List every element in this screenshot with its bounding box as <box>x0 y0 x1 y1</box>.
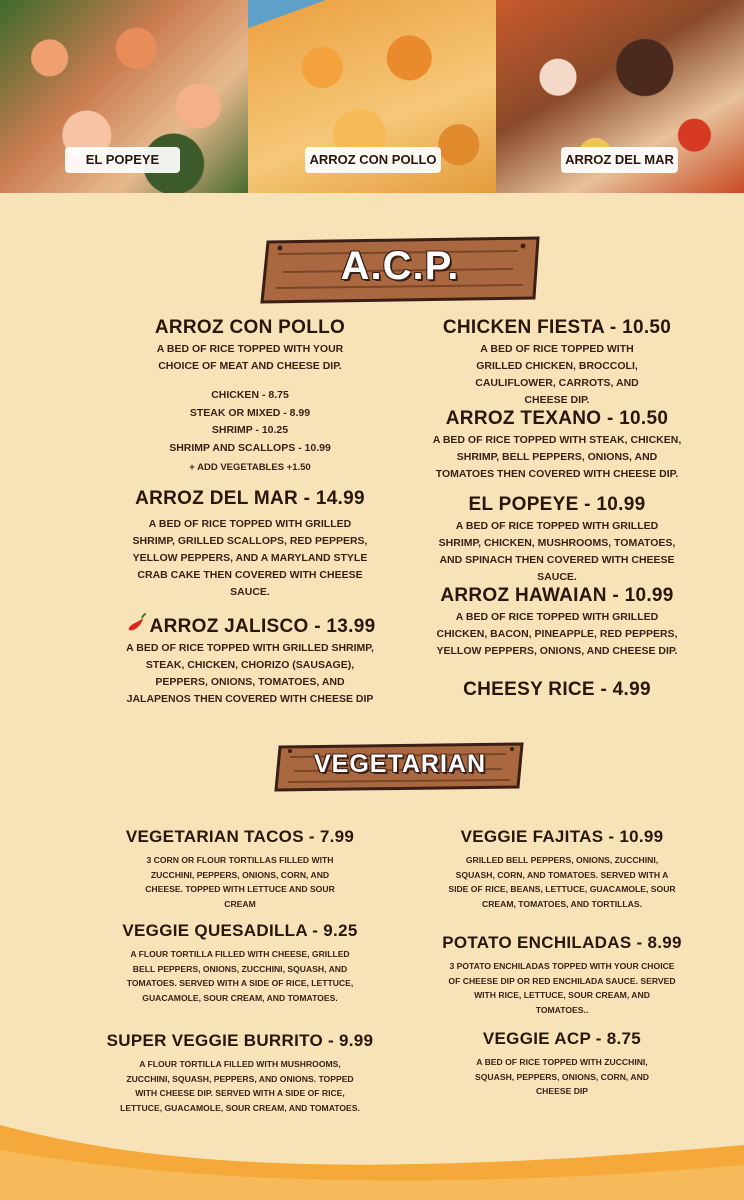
acp-section-header <box>258 236 542 304</box>
menu-item-super-veggie-burrito <box>90 1031 390 1115</box>
photo-strip <box>0 0 744 193</box>
menu-item-arroz-jalisco <box>100 612 400 708</box>
price-steak-or-mixed: STEAK OR MIXED - 8.99 <box>189 406 311 419</box>
menu-item-veggie-fajitas <box>412 827 712 911</box>
item-description: A BED OF RICE TOPPED WITH GRILLED CHICKEN, BACON, PINEAPPLE, RED PEPPERS, YELLOW PEPPERS, ONIONS, AND CHEESE DIP. <box>436 611 678 657</box>
item-title: VEGGIE FAJITAS - 10.99 <box>460 827 664 846</box>
item-description: A BED OF RICE TOPPED WITH GRILLED SHRIMP, STEAK, CHICKEN, CHORIZO (SAUSAGE), PEPPERS, ONIONS, TOMATOES, AND JALAPENOS THEN COVERED WITH CHEESE DIP <box>126 642 374 705</box>
item-title: VEGGIE ACP - 8.75 <box>482 1029 642 1048</box>
menu-item-arroz-texano <box>407 408 707 483</box>
price-shrimp: SHRIMP - 10.25 <box>211 424 289 436</box>
item-title: CHICKEN FIESTA - 10.50 <box>442 317 672 338</box>
item-description: 3 CORN OR FLOUR TORTILLAS FILLED WITH ZUCCHINI, PEPPERS, ONIONS, CORN, AND CHEESE. TOPPED WITH LETTUCE AND SOUR CREAM <box>145 855 335 909</box>
photo-arroz-del-mar <box>496 0 744 193</box>
photo-label: EL POPEYE <box>65 147 180 173</box>
item-title: VEGETARIAN TACOS - 7.99 <box>125 827 355 846</box>
item-title: EL POPEYE - 10.99 <box>468 494 646 515</box>
item-title: ARROZ HAWAIAN - 10.99 <box>440 585 674 606</box>
item-description: A BED OF RICE TOPPED WITH STEAK, CHICKEN, SHRIMP, BELL PEPPERS, ONIONS, AND TOMATOES THEN COVERED WITH CHEESE DIP. <box>432 434 682 480</box>
menu-item-arroz-con-pollo <box>100 317 400 477</box>
price-chicken: CHICKEN - 8.75 <box>211 389 289 401</box>
photo-arroz-con-pollo <box>248 0 496 193</box>
item-title: VEGGIE QUESADILLA - 9.25 <box>122 921 358 940</box>
photo-el-popeye <box>0 0 248 193</box>
menu-item-vegetarian-tacos <box>90 827 390 911</box>
item-description: A BED OF RICE TOPPED WITH GRILLED CHICKEN, BROCCOLI, CAULIFLOWER, CARROTS, AND CHEESE DIP. <box>475 343 639 406</box>
item-title: ARROZ TEXANO - 10.50 <box>445 408 669 429</box>
item-title: ARROZ JALISCO - 13.99 <box>149 616 376 637</box>
menu-item-veggie-acp <box>412 1029 712 1099</box>
add-vegetables-note: + ADD VEGETABLES +1.50 <box>189 462 311 473</box>
item-description: 3 POTATO ENCHILADAS TOPPED WITH YOUR CHOICE OF CHEESE DIP OR RED ENCHILADA SAUCE. SERVED WITH RICE, LETTUCE, SOUR CREAM, AND TOMATOES.. <box>448 961 676 1015</box>
item-title: ARROZ CON POLLO <box>154 317 346 338</box>
menu-item-el-popeye <box>407 494 707 586</box>
menu-item-potato-enchiladas <box>412 933 712 1017</box>
chili-pepper-icon <box>125 612 147 634</box>
item-description: A BED OF RICE TOPPED WITH GRILLED SHRIMP, GRILLED SCALLOPS, RED PEPPERS, YELLOW PEPPERS, AND A MARYLAND STYLE CRAB CAKE THEN COVERED WITH CHEESE SAUCE. <box>132 518 368 598</box>
photo-label: ARROZ DEL MAR <box>561 147 678 173</box>
item-description: A FLOUR TORTILLA FILLED WITH MUSHROOMS, ZUCCHINI, SQUASH, PEPPERS, AND ONIONS. TOPPED WITH CHEESE DIP. SERVED WITH A SIDE OF RICE, LETTUCE, GUACAMOLE, SOUR CREAM, AND TOMATOES. <box>120 1059 360 1113</box>
item-title: ARROZ DEL MAR - 14.99 <box>135 488 365 509</box>
menu-item-veggie-quesadilla <box>90 921 390 1005</box>
vegetarian-section-header <box>274 741 526 793</box>
bottom-wave-decoration <box>0 1110 744 1200</box>
item-description: GRILLED BELL PEPPERS, ONIONS, ZUCCHINI, SQUASH, CORN, AND TOMATOES. SERVED WITH A SIDE OF RICE, BEANS, LETTUCE, GUACAMOLE, SOUR CREAM, TOMATOES, AND TORTILLAS. <box>448 855 676 909</box>
item-title: CHEESY RICE - 4.99 <box>463 679 651 700</box>
item-description: A BED OF RICE TOPPED WITH ZUCCHINI, SQUASH, PEPPERS, ONIONS, CORN, AND CHEESE DIP <box>475 1057 649 1096</box>
item-description: A BED OF RICE TOPPED WITH YOUR CHOICE OF MEAT AND CHEESE DIP. <box>156 343 344 372</box>
menu-item-arroz-del-mar <box>100 488 400 601</box>
item-title: POTATO ENCHILADAS - 8.99 <box>442 933 682 952</box>
price-shrimp-and-scallops: SHRIMP AND SCALLOPS - 10.99 <box>169 441 331 454</box>
menu-item-arroz-hawaian <box>407 585 707 660</box>
menu-item-chicken-fiesta <box>407 317 707 409</box>
section-title-acp: A.C.P. <box>340 244 460 288</box>
menu-item-cheesy-rice <box>407 679 707 701</box>
section-title-vegetarian: VEGETARIAN <box>313 750 487 778</box>
item-description: A BED OF RICE TOPPED WITH GRILLED SHRIMP, CHICKEN, MUSHROOMS, TOMATOES, AND SPINACH THEN COVERED WITH CHEESE SAUCE. <box>438 520 676 583</box>
item-title: SUPER VEGGIE BURRITO - 9.99 <box>106 1031 374 1050</box>
photo-label: ARROZ CON POLLO <box>305 147 441 173</box>
item-description: A FLOUR TORTILLA FILLED WITH CHEESE, GRILLED BELL PEPPERS, ONIONS, ZUCCHINI, SQUASH, AND TOMATOES. SERVED WITH A SIDE OF RICE, LETTUCE, GUACAMOLE, SOUR CREAM, AND TOMATOES. <box>126 949 354 1003</box>
